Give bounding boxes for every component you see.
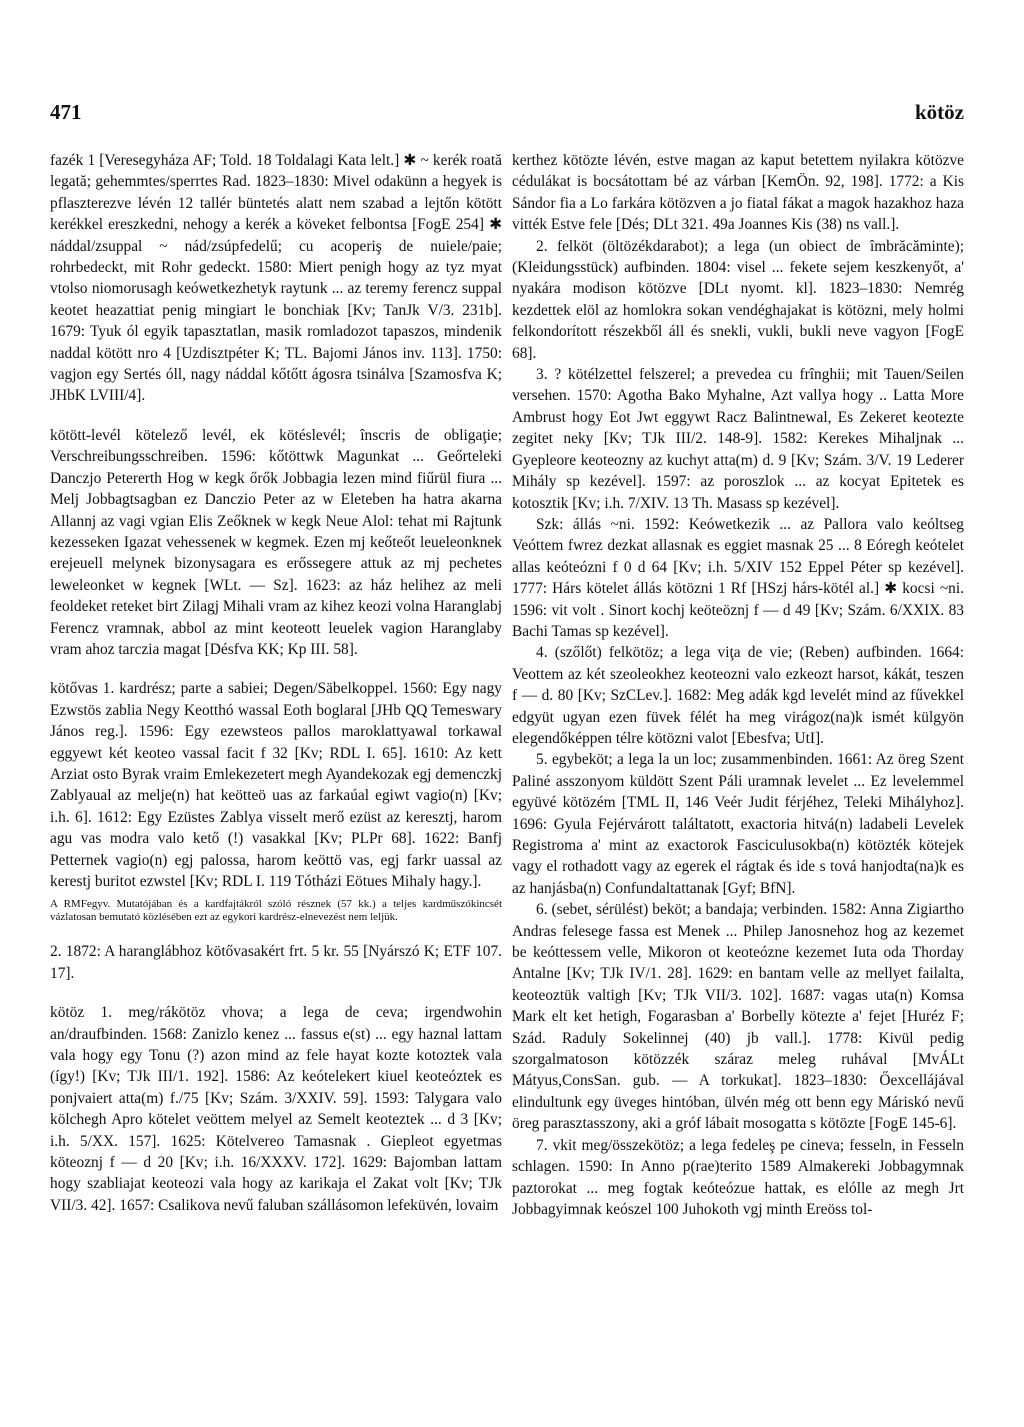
entry-kotoz-sense-7: 7. vkit meg/összekötöz; a lega fedeleş pe cineva; fesseln, in Fesseln schlagen. 1590: In Anno p(rae)terito 1589 Almakereki Jobbagymnak paztorokat ... meg fogtak keóteózue hattak, es elólle az megh Jrt Jobbagyimnak keószel 100 Juhokoth vgj minth Ereöss tol- xyxy=(512,1136,964,1218)
entry-kotoz-sense-2: 2. felköt (öltözékdarabot); a lega (un obiect de îmbrăcăminte); (Kleidungsstück) aufbinden. 1804: visel ... fekete sejem keszkenyőt, a' nyakára modison kötözve [DLt nyomt. kl]. 1823–1830: Nemrég kezdettek elöl az homlokra sokan vendéghajakat is kötözni, mely holmi felkondorított részekből áll és snekli, vukli, bukli neve vagyon [FogE 68]. xyxy=(512,237,964,362)
running-head: kötöz xyxy=(915,100,964,124)
entry-kotoz-sense-6: 6. (sebet, sérülést) beköt; a bandaja; verbinden. 1582: Anna Zigiartho Andras felesege fassa est Menek ... Philep Janosnehoz hog az kezemet be keóttessem velle, Mikoron ot keoteózne kezemet Iuta oda Thorday Antalne [Kv; TJk IV/1. 28]. 1629: en bantam velle az mellyet failalta, keoteoztük valtigh [Kv; TJk VII/3. 102]. 1687: vagas uta(n) Komsa Mark elt ket hetigh, Fogarasban a' Borbelly kötezte a' fejet [Huréz F; Szád. Raduly Sokelinnej (40) jb vall.]. 1778: Kivül pedig szorgalmatoson kötözzék száraz meleg ruhával [MvÁLt Mátyus,ConsSan. gub. — A torkukat]. 1823–1830: Őexcellájával elindultunk egy üveges hintóban, ülvén még ott benn egy Máriskó nevű öreg parasztasszony, aki a gróf lábait mosogatta s kötözte [FogE 145-6]. xyxy=(512,901,964,1133)
page-header xyxy=(50,100,964,130)
page-number: 471 xyxy=(50,100,82,124)
entry-kotoz-sense-1-continuation: kerthez kötözte lévén, estve magan az kaput betettem nyilakra kötözve cédulákat is bocsátottam bé az várban [KemÖn. 92, 198]. 1772: a Kis Sándor fia a Lo farkára kötözven a jo fiatal fákat a magok hazakhoz haza vitték Estve fele [Dés; DLt 321. 49a Joannes Kis (38) ns vall.]. xyxy=(512,152,964,234)
entry-kotoz-szk: Szk: állás ~ni. 1592: Keówetkezik ... az Pallora valo keóltseg Veóttem fwrez dezkat allasnak es eggiet masnak 25 ... 8 Eóregh keótelet allas keóteózni f 0 d 64 [Kv; i.h. 5/XIV 152 Eppel Péter sp kezével]. 1777: Hárs kötelet állás kötözni 1 Rf [HSzj hárs-kötél al.] ✱ kocsi ~ni. 1596: vit volt . Sinort kochj keöteöznj f — d 49 [Kv; Szám. 6/XXIX. 83 Bachi Tamas sp kezével]. xyxy=(512,515,964,640)
left-column xyxy=(50,150,502,1216)
right-column xyxy=(512,150,964,1220)
entry-kotovas-note: A RMFegyv. Mutatójában és a kardfajtákról szóló résznek (57 kk.) a teljes kardműszókincsét vázlatosan bemutató közlésében ezt az egykori kardrész-elnevezést nem leljük. xyxy=(50,898,502,923)
entry-kotoz-sense-4: 4. (szőlőt) felkötöz; a lega viţa de vie; (Reben) aufbinden. 1664: Veottem az két szeoleokhez keoteozni valo ezkeozt harsot, kákát, teszen f — d. 80 [Kv; SzCLev.]. 1682: Meg adák kgd levelét mind az fűvekkel edgyüt ugyan ezen füvek félét ha meg virágoz(na)k ismét külgyön elegendőképpen télre kötözni valot [Ebesfva; UtI]. xyxy=(512,644,964,747)
entry-kotoz-sense-5: 5. egybeköt; a lega la un loc; zusammenbinden. 1661: Az öreg Szent Paliné asszonyom küldött Szent Páli uramnak levelet ... Ez levelemmel együvé kötözém [TML II, 146 Veér Judit férjéhez, Teleki Mihályhoz]. 1696: Gyula Fejérvárott találtatott, exactoria hitvá(n) ladabeli Levelek Registroma a' mint az exactorok Fasciculusokba(n) kötözték kötejek vagy el rothadott vagy az egerek el rágtak és ide s tová hanjodta(na)k es az hanjásba(n) Confundaltattanak [Gyf; BfN]. xyxy=(512,751,964,897)
entry-kotovas-sense-2: 2. 1872: A haranglábhoz kötővasakért frt. 5 kr. 55 [Nyárszó K; ETF 107. 17]. xyxy=(50,943,502,982)
entry-kotovas: kötővas 1. kardrész; parte a sabiei; Degen/Säbelkoppel. 1560: Egy nagy Ezwstös zablia Negy Keotthó wassal Eoth boglaral [JHb QQ Temeswary János reg.]. 1596: Egy ezewsteos pallos maroklattyawal torkawal eggyewt két keoteo vassal facit f 32 [Kv; RDL I. 65]. 1610: Az kett Arziat osto Byrak vraim Emlekezetert megh Ayandekozak egj demenczkj Zablyaual az melje(n) hat keötteö uas az farkaúal egiwt vagio(n) [Kv; i.h. 6]. 1612: Egy Ezüstes Zablya visselt merő ezüst az keresztj, harom agu vas modra valo kető (!) vasakkal [Kv; PLPr 68]. 1622: Banfj Petternek vagio(n) egj palossa, harom keöttö vas, egj farkr uassal az kerestj buritot ezwstel [Kv; RDL I. 119 Tótházi Eötues Mihaly hagy.]. xyxy=(50,680,502,890)
entry-kotoz-sense-3: 3. ? kötélzettel felszerel; a prevedea cu frînghii; mit Tauen/Seilen versehen. 1570: Agotha Bako Myhalne, Azt vallya hogy .. Latta More Ambrust hogy Eot Jwt eggywt Racz Balintnewal, Es Zekeret keotezte zegitet neky [Kv; TJk III/2. 148-9]. 1582: Kerekes Mihaljnak ... Gyepleore keoteozny az kuchyt atta(m) d. 9 [Kv; Szám. 3/V. 19 Lederer Mihály sp kezével]. 1597: az poroszlok ... az kocyat Epitetek es kotosztik [Kv; i.h. 7/XIV. 13 Th. Masass sp kezével]. xyxy=(512,366,964,512)
entry-kotott-level: kötött-levél kötelező levél, ek kötéslevél; înscris de obligaţie; Verschreibungsschreiben. 1596: kőtöttwk Magunkat ... Geőrteleki Danczjo Petererth Hog w kegk őrők Jobbagia lezen mind fiűrül fiura ... Melj Jobbagtsagban ez Danczio Peter az w Eleteben ha hatra akarna Allannj az vagi vgian Elis Zeőknek w kegk Neue Alol: tehat mi Rajtunk kezesseken Igazat vehessenek w kegmek. Ezen mj keőteőt leueleonknek erejeuell melynek bizonysagara es erőssegere attuk az mj pechetes leweleonket w kegnek [WLt. — Sz]. 1623: az ház helihez az meli feoldeket reteket birt Zilagj Mihali vram az kihez keozi volna Haranglabj Ferencz vramnak, abbol az mint keoteott leuelek vagion Haranglaby vram ahoz tarczia magat [Désfva KK; Kp III. 58]. xyxy=(50,426,502,658)
entry-kotoz: kötöz 1. meg/rákötöz vhova; a lega de ceva; irgendwohin an/draufbinden. 1568: Zanizlo kenez ... fassus e(st) ... egy haznal lattam vala hogy egy Tonu (?) azon mind az fele hayat kozte kotoztek vala (így!) [Kv; TJk III/1. 192]. 1586: Az keótelekert kiuel keoteóztek es ponjvaiert atta(m) f./75 [Kv; Szám. 3/XXIV. 59]. 1593: Talygara valo kölchegh Apro kötelet veöttem melyel az Semelt keoteztek ... d 3 [Kv; i.h. 5/XX. 157]. 1625: Kötelvereo Tamasnak . Giepleot egyetmas köteoznj f — d 20 [Kv; i.h. 16/XXXV. 172]. 1629: Bajomban lattam hogy szabliajat keoteozi vala hogy az karikaja el Zakat volt [Kv; TJk VII/3. 42]. 1657: Csalikova nevű faluban szállásomon lefeküvén, lovaim xyxy=(50,1004,502,1214)
entry-fazek-continuation: fazék 1 [Veresegyháza AF; Told. 18 Toldalagi Kata lelt.] ✱ ~ kerék roată legată; gehemmtes/sperrtes Rad. 1823–1830: Mivel odakünn a hegyek is pflaszterezve lévén 12 tallér büntetés alatt nem szabad a lejtőn kötött kerékkel ereszkedni, nehogy a kerék a köveket felbontsa [FogE 254] ✱ náddal/zsuppal ~ nád/zsúpfedelű; cu acoperiş de nuiele/paie; rohrbedeckt, mit Rohr gedeckt. 1580: Miert penigh hogy az tyz myat vtolso niomorusagh keówetkezhetyk raytunk ... az teremy ferencz suppal keotet heazattiat penig mingiart le bonchiak [Kv; TanJk V/3. 231b]. 1679: Tyuk ól egyik tapasztatlan, masik romladozot tapaszos, mindenik naddal kötött nro 4 [Uzdisztpéter K; TL. Bajomi János inv. 113]. 1750: vagjon egy Sertés óll, nagy náddal kőtőtt ágosra tsinálva [Szamosfva K; JHbK LVIII/4]. xyxy=(50,152,502,405)
